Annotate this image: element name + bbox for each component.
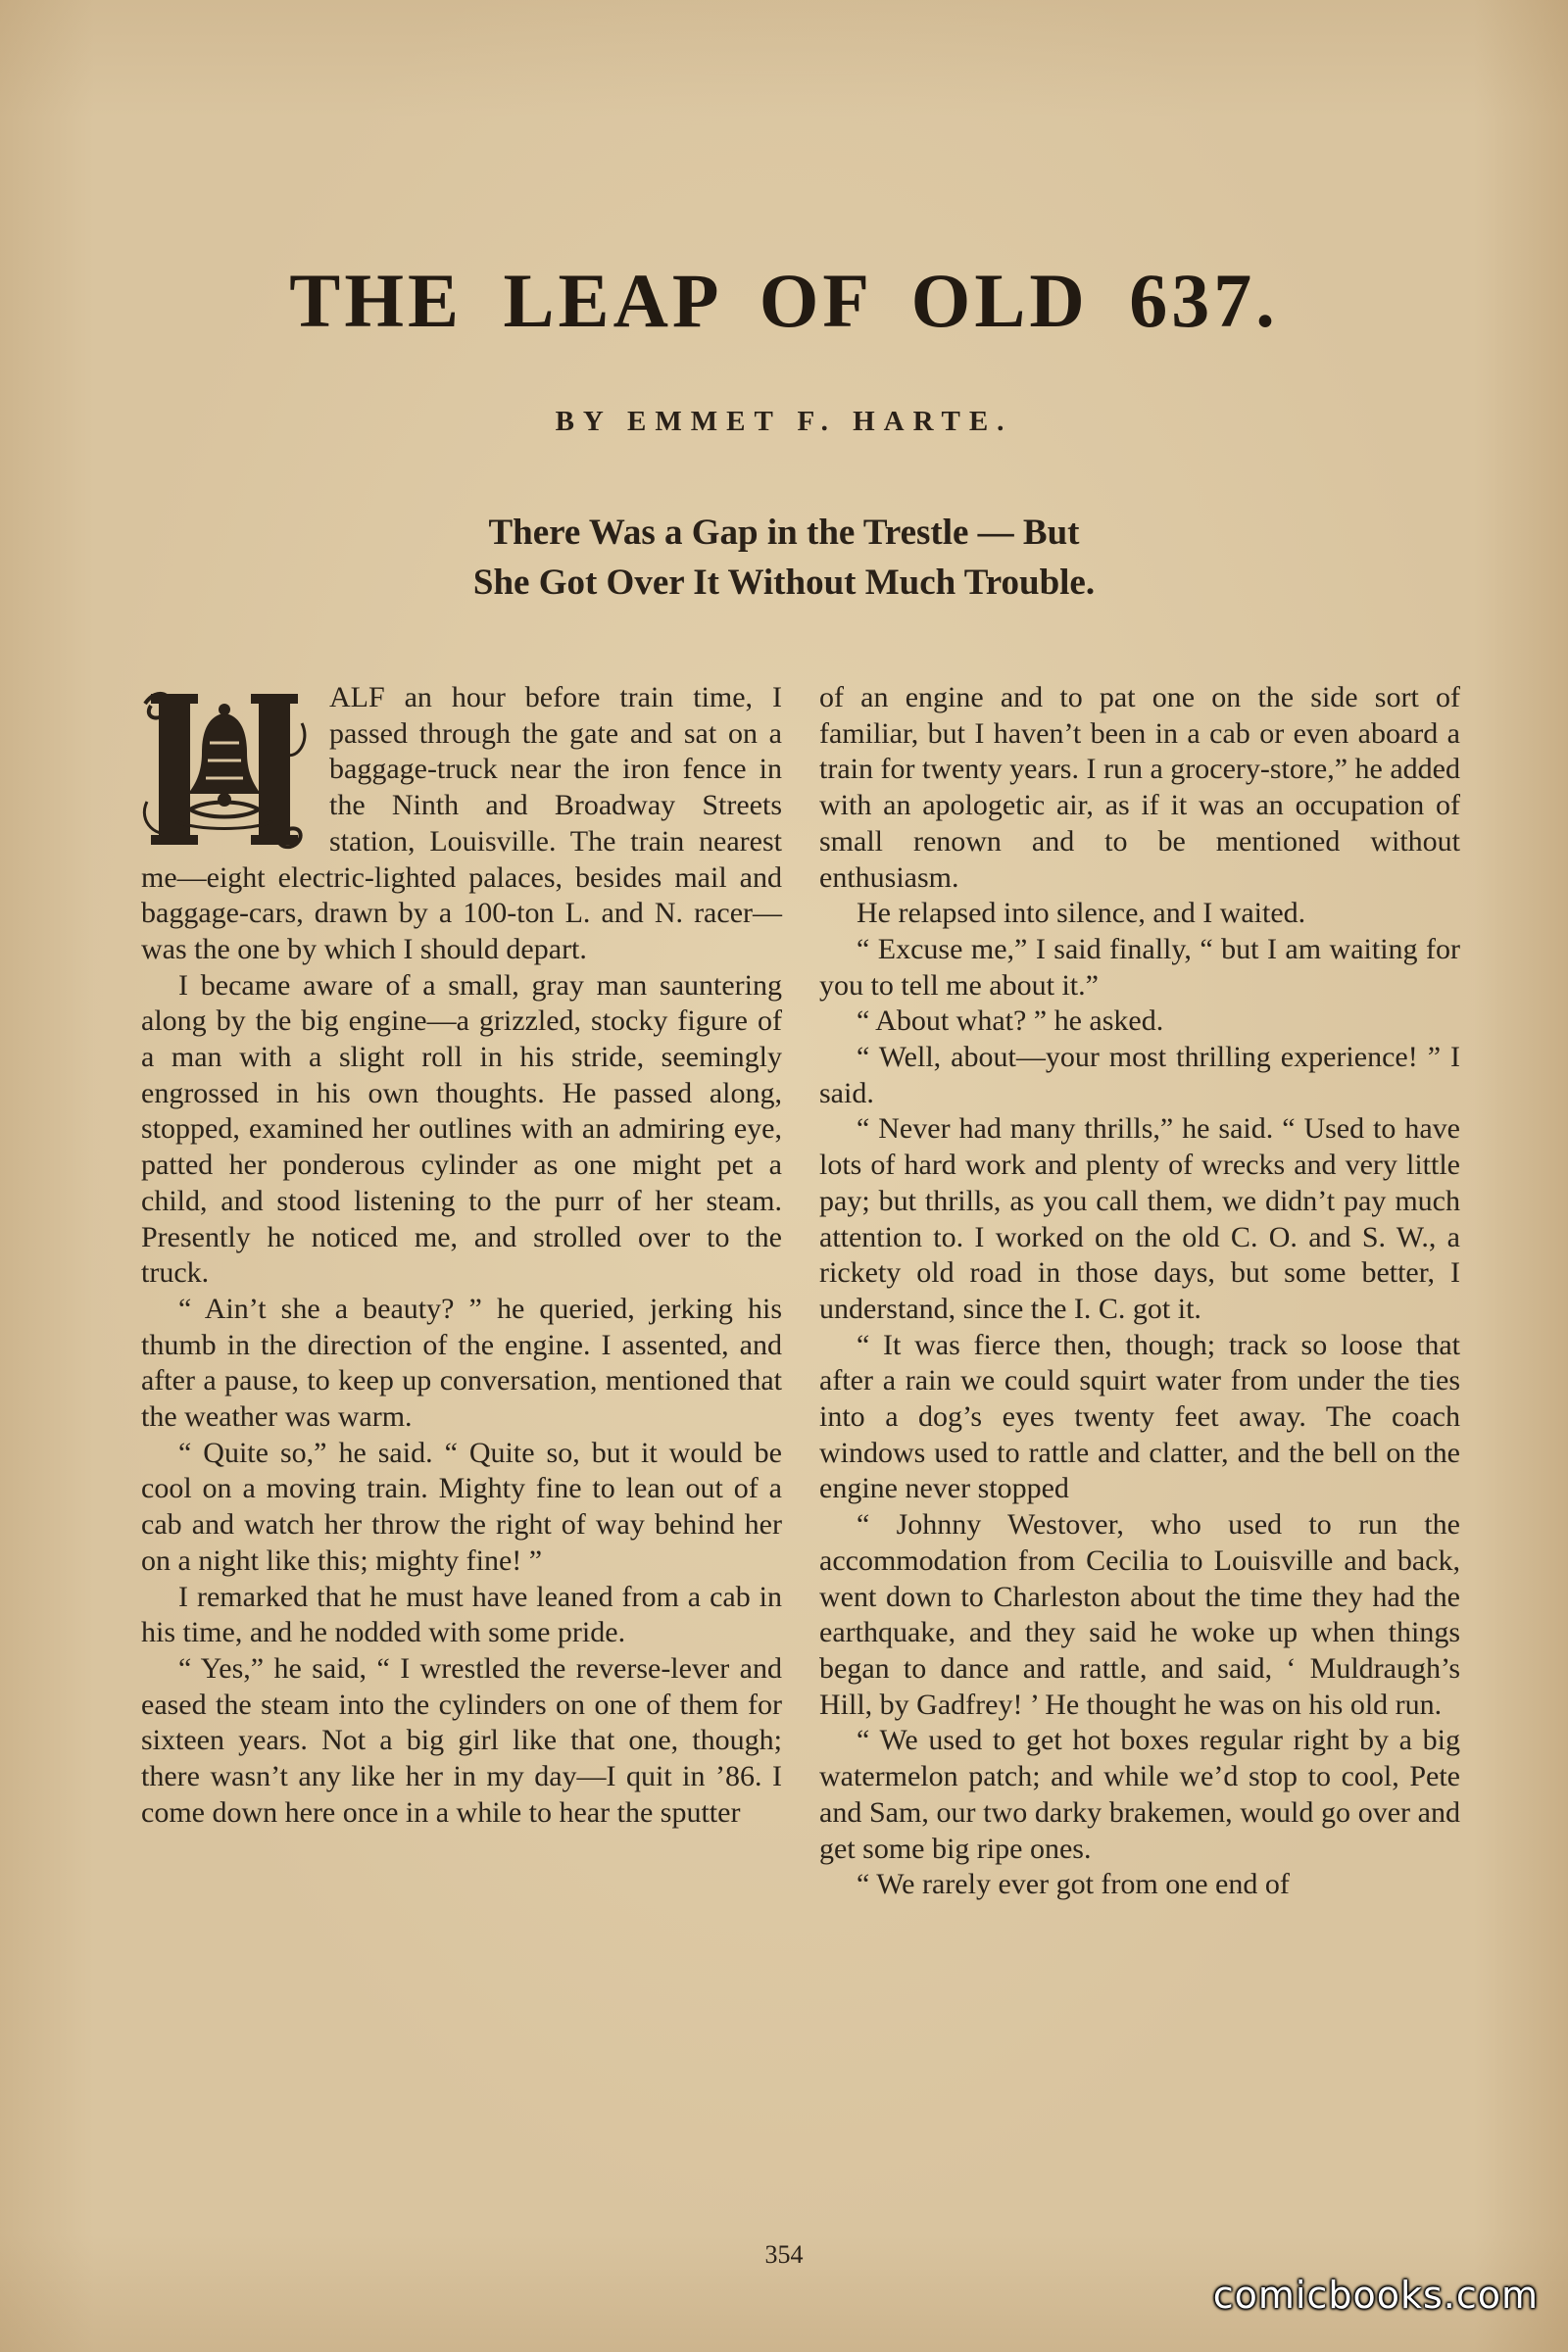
paragraph: “ Never had many thrills,” he said. “ Used to have lots of hard work and plenty of wrecks and very little pay; but thrills, as you call them, we didn’t pay much attention to. I worked on the old C. O. and S. W., a rickety old road in those days, but some better, I understand, since the I. C. got it. [819,1112,1460,1325]
drop-cap-h-bell-icon [137,684,312,851]
article-title: THE LEAP OF OLD 637. [289,258,1279,343]
author-byline: BY EMMET F. HARTE. [555,406,1013,437]
page-number: 354 [764,2240,804,2269]
paragraph: “ It was fierce then, though; track so loose that after a rain we could squirt water from under the ties into a dog’s eyes twenty feet away. The coach windows used to rattle and clatter, and the bell on the engine never stopped [819,1328,1460,1505]
paragraph: ALF an hour before train time, I passed through the gate and sat on a baggage-truck near the iron fence in the Ninth and Broadway Streets station, Louisville. The train nearest me—eight electric-lighted palaces, besides mail and baggage-cars, drawn by a 100-ton L. and N. racer—was the one by which I should depart. [141,680,782,968]
paragraph: “ Quite so,” he said. “ Quite so, but it would be cool on a moving train. Mighty fine to lean out of a cab and watch her throw the right of way behind her on a night like this; mighty fine! ” [141,1436,782,1577]
paragraph: I became aware of a small, gray man sauntering along by the big engine—a grizzled, stocky figure of a man with a slight roll in his stride, seemingly engrossed in his own thoughts. He passed along, stopped, examined her outlines with an admiring eye, patted her ponderous cylinder as one might pet a child, and stood listening to the purr of her steam. Presently he noticed me, and strolled over to the truck. [141,968,782,1290]
paragraph: “ Johnny Westover, who used to run the accommodation from Cecilia to Louisville and back, went down to Charleston about the time they had the earthquake, and they said he woke up when things began to dance and rattle, and said, ‘ Muldraugh’s Hill, by Gadfrey! ’ He thought he was on his old run. [819,1508,1460,1721]
subhead-line-1: There Was a Gap in the Trestle — But [488,513,1080,553]
paragraph: of an engine and to pat one on the side sort of familiar, but I haven’t been in a cab or even aboard a train for twenty years. I run a grocery-store,” he added with an apologetic air, as if it was an occupation of small renown and to be mentioned without enthusiasm. [819,681,1460,894]
subhead-line-2: She Got Over It Without Much Trouble. [472,563,1096,603]
paragraph: I remarked that he must have leaned from a cab in his time, and he nodded with some pride. [141,1580,782,1649]
article-subhead [294,508,1274,608]
paragraph: “ Yes,” he said, “ I wrestled the reverse-lever and eased the steam into the cylinders on one of them for sixteen years. Not a big girl like that one, though; there wasn’t any like her in my day—I quit in ’86. I come down here once in a while to hear the sputter [141,1651,782,1829]
paragraph: “ We rarely ever got from one end of [857,1868,1290,1901]
paragraph: He relapsed into silence, and I waited. [857,897,1306,930]
paragraph: “ Well, about—your most thrilling experience! ” I said. [819,1041,1460,1109]
right-column [819,680,1460,1903]
left-column [141,680,782,1832]
paragraph: “ We used to get hot boxes regular right by a big watermelon patch; and while we’d stop to cool, Pete and Sam, our two darky brakemen, would go over and get some big ripe ones. [819,1724,1460,1865]
site-watermark: comicbooks.com [1212,2274,1539,2317]
paragraph: “ Excuse me,” I said finally, “ but I am waiting for you to tell me about it.” [819,932,1460,1002]
paragraph: “ Ain’t she a beauty? ” he queried, jerking his thumb in the direction of the engine. I assented, and after a pause, to keep up conversation, mentioned that the weather was warm. [141,1292,782,1434]
paragraph: “ About what? ” he asked. [857,1004,1164,1038]
